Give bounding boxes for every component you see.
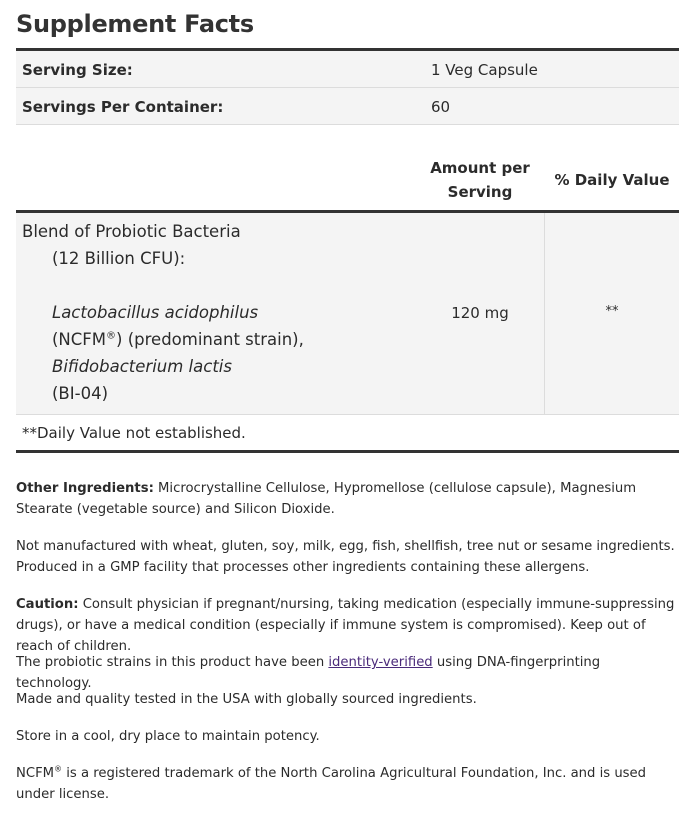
- amount-per-serving-header: Amount per Serving: [430, 159, 530, 201]
- blend-cfu: (12 Billion CFU):: [52, 249, 186, 268]
- made-in-statement: Made and quality tested in the USA with globally sourced ingredients.: [16, 692, 477, 707]
- other-ingredients-label: Other Ingredients:: [16, 481, 154, 496]
- storage-statement: Store in a cool, dry place to maintain potency.: [16, 729, 320, 744]
- caution-statement: [16, 594, 679, 657]
- other-ingredients: [16, 478, 679, 520]
- verification-statement: The probiotic strains in this product have been identity-verified using DNA-fingerprinting technology.: [16, 655, 601, 691]
- other-ingredients-text: Microcrystalline Cellulose, Hypromellose (cellulose capsule), Magnesium Stearate (vegetable source) and Silicon Dioxide.: [16, 481, 637, 517]
- strain-2-name: Bifidobacterium lactis: [52, 357, 232, 376]
- daily-value-header: % Daily Value: [554, 171, 670, 189]
- trademark-registered-mark: ®: [54, 764, 63, 774]
- blend-amount: 120 mg: [451, 304, 509, 322]
- trademark-statement: NCFM® is a registered trademark of the North Carolina Agricultural Foundation, Inc. and is used under license.: [16, 764, 647, 802]
- blend-daily-value: **: [605, 304, 619, 319]
- daily-value-note: **Daily Value not established.: [22, 424, 246, 442]
- strain-1-name: Lactobacillus acidophilus: [52, 303, 259, 322]
- page-title: Supplement Facts: [16, 10, 254, 38]
- strain-1-code: (NCFM®) (predominant strain),: [52, 330, 304, 349]
- serving-size-row: [16, 51, 679, 88]
- blend-row: [16, 213, 679, 415]
- registered-mark: ®: [106, 330, 117, 342]
- serving-size-label: Serving Size:: [22, 61, 133, 79]
- servings-per-container-label: Servings Per Container:: [22, 98, 224, 116]
- blend-name: Blend of Probiotic Bacteria: [22, 222, 241, 241]
- servings-per-container-value: 60: [431, 98, 451, 116]
- serving-size-value: 1 Veg Capsule: [431, 61, 538, 79]
- caution-label: Caution:: [16, 597, 79, 612]
- allergen-statement: Not manufactured with wheat, gluten, soy, milk, egg, fish, shellfish, tree nut or sesame ingredients. Produced in a GMP facility that processes other ingredients containing these allergens.: [16, 539, 675, 575]
- caution-text: Consult physician if pregnant/nursing, taking medication (especially immune-suppressing drugs), or have a medical condition (especially if immune system is compromised). Keep out of reach of children.: [16, 597, 675, 654]
- identity-verified-link[interactable]: identity-verified: [328, 655, 433, 670]
- table-bottom-divider: [16, 450, 679, 453]
- strain-2-code: (BI-04): [52, 384, 109, 403]
- servings-per-container-row: [16, 88, 679, 125]
